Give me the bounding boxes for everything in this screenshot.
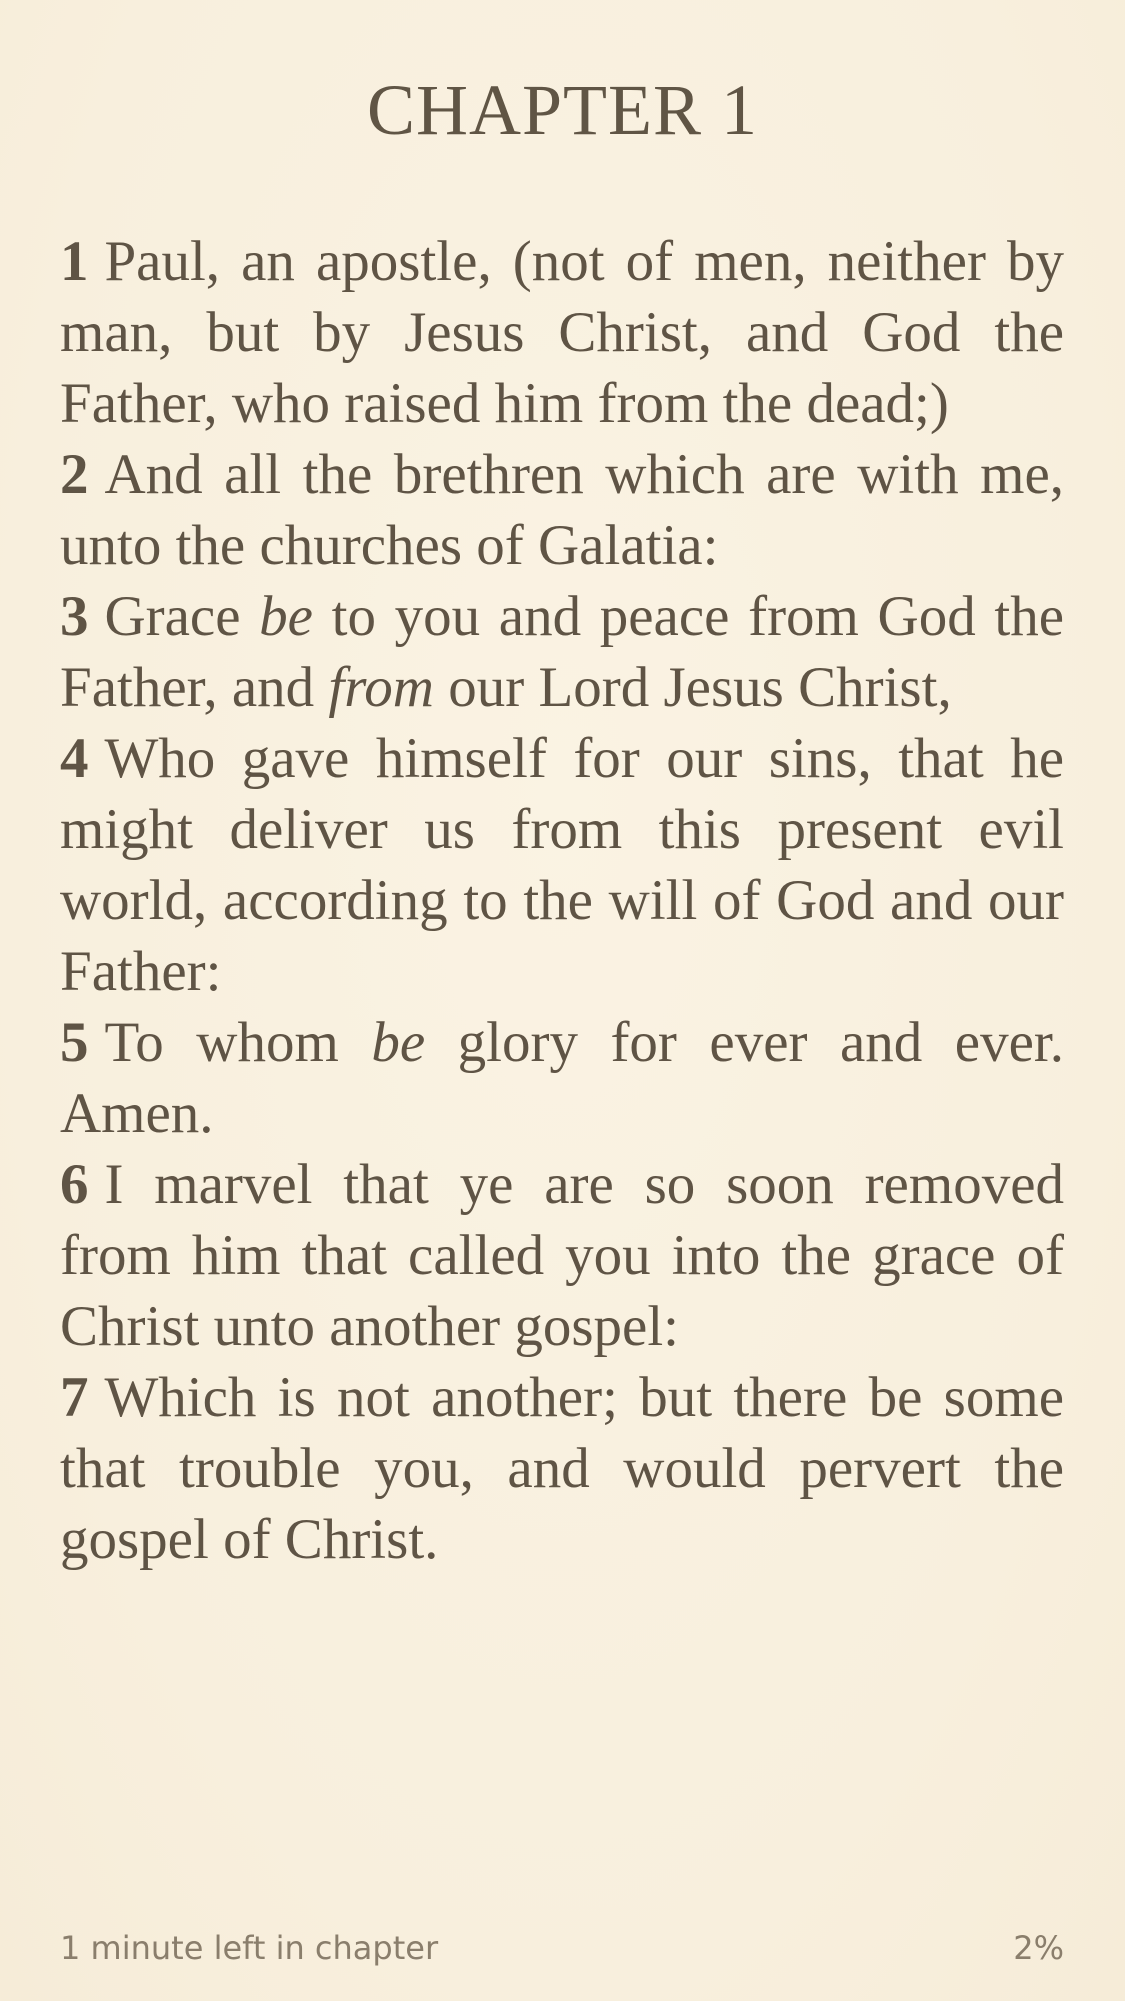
- verse-7[interactable]: [60, 1362, 1064, 1575]
- verse-number: 4: [60, 727, 89, 790]
- verse-number: 2: [60, 443, 89, 506]
- chapter-text[interactable]: [60, 226, 1064, 1575]
- verse-italic-word: be: [259, 585, 313, 648]
- verse-2[interactable]: [60, 439, 1064, 581]
- verse-text: Paul, an apostle, (not of men, neither by man, but by Jesus Christ, and God the Father, who raised him from the dead;): [60, 230, 1064, 435]
- chapter-title: CHAPTER 1: [366, 70, 759, 150]
- verse-text: Who gave himself for our sins, that he might deliver us from this present evil world, according to the will of God and our Father:: [60, 727, 1064, 1003]
- verse-text: Which is not another; but there be some that trouble you, and would pervert the gospel of Christ.: [60, 1366, 1064, 1571]
- verse-number: 6: [60, 1153, 89, 1216]
- verse-text-segment: To whom: [104, 1011, 372, 1074]
- time-left-label: 1 minute left in chapter: [60, 1929, 439, 1967]
- verse-text-segment: Grace: [104, 585, 260, 648]
- progress-percent: 2%: [1013, 1929, 1064, 1967]
- verse-italic-word: be: [371, 1011, 426, 1074]
- verse-3[interactable]: [60, 581, 1064, 723]
- verse-6[interactable]: [60, 1149, 1064, 1362]
- verse-4[interactable]: [60, 723, 1064, 1007]
- verse-5[interactable]: [60, 1007, 1064, 1149]
- verse-number: 7: [60, 1366, 89, 1429]
- verse-text-segment: glory for ever and ever. Amen.: [60, 1011, 1064, 1145]
- verse-italic-word: from: [328, 656, 434, 719]
- verse-number: 3: [60, 585, 89, 648]
- verse-text-segment: to you and peace from God the Father, and: [60, 585, 1064, 719]
- verse-text: And all the brethren which are with me, unto the churches of Galatia:: [60, 443, 1064, 577]
- verse-number: 1: [60, 230, 89, 293]
- verse-1[interactable]: [60, 226, 1064, 439]
- verse-text: I marvel that ye are so soon removed from him that called you into the grace of Christ unto another gospel:: [60, 1153, 1064, 1358]
- verse-text-segment: our Lord Jesus Christ,: [433, 656, 952, 719]
- verse-number: 5: [60, 1011, 89, 1074]
